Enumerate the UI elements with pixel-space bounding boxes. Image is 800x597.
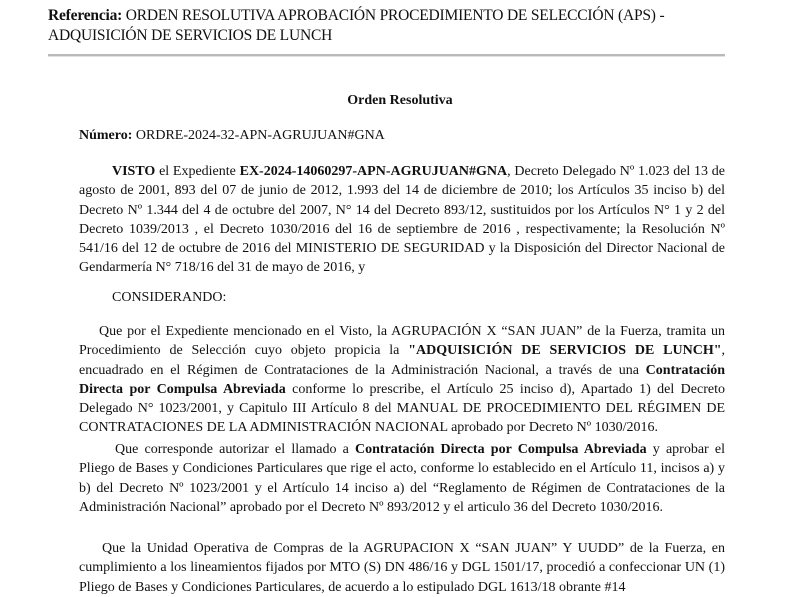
- paragraph1-text-1: Que por el Expediente mencionado en el Visto, la AGRUPACIÓN X “SAN JUAN” de la Fuerza, tramita un Procedimiento de Selección cuyo objeto propicia la: [79, 324, 725, 359]
- paragraph2-text-1: Que corresponde autorizar el llamado a: [115, 442, 356, 457]
- visto-text-1: el Expediente: [155, 164, 240, 179]
- paragraph1-object: "ADQUISICIÓN DE SERVICIOS DE LUNCH": [408, 343, 722, 359]
- paragraph2-text-2: y aprobar el Pliego de Bases y Condiciones Particulares que rige el acto, conforme lo establecido en el Artículo 11, incisos a) y b) del Decreto Nº 1023/2001 y el Artículo 14 inciso a) del “Reglamento de Régimen de Contrataciones de la Administración Nacional” aprobado por el Decreto Nº 893/2012 y el articulo 36 del Decreto 1030/2016.: [79, 442, 725, 515]
- paragraph1-text-3: conforme lo prescribe, el Artículo 25 inciso d), Apartado 1) del Decreto Delegado N° 1023/2001, y Capitulo III Artículo 8 del MANUAL DE PROCEDIMIENTO DEL RÉGIMEN DE CONTRATACIONES DE LA ADMINISTRACIÓN NACIONAL aprobado por Decreto Nº 1030/2016.: [79, 381, 725, 436]
- visto-lead: VISTO: [112, 164, 156, 179]
- paragraph1-text-2: , encuadrado en el Régimen de Contrataciones de la Administración Nacional, a través de una: [79, 343, 725, 378]
- expediente-number: EX-2024-14060297-APN-AGRUJUAN#GNA: [239, 164, 508, 179]
- header-separator: [48, 54, 725, 57]
- reference-header: [48, 6, 728, 46]
- visto-text-2: , Decreto Delegado Nº 1.023 del 13 de agosto de 2001, 893 del 07 de junio de 2012, 1.993 del 14 de diciembre de 2010; los Artículos 35 inciso b) del Decreto Nº 1.344 del 4 de octubre del 2007, N° 14 del Decreto 893/12, sustituidos por los Artículos N° 1 y 2 del Decreto 1039/2013 , el Decreto 1030/2016 del 16 de septiembre de 2016 , respectivamente; la Resolución Nº 541/16 del 12 de octubre de 2016 del MINISTERIO DE SEGURIDAD y la Disposición del Director Nacional de Gendarmería N° 718/16 del 31 de mayo de 2016, y: [79, 164, 725, 276]
- document-title: Orden Resolutiva: [347, 93, 453, 108]
- considerando-heading: CONSIDERANDO:: [112, 290, 227, 305]
- paragraph2-procedure-type: Contratación Directa por Compulsa Abreviada: [355, 442, 647, 457]
- considerando-paragraph-1: [79, 322, 725, 438]
- document-number: [79, 127, 385, 145]
- paragraph3-text-1: Que la Unidad Operativa de Compras de la AGRUPACION X “SAN JUAN” Y UUDD” de la Fuerza, en cumplimiento a los lineamientos fijados por MTO (S) DN 486/16 y DGL 1501/17, procedió a confeccionar UN (1) Pliego de Bases y Condiciones Particulares, de acuerdo a lo estipulado DGL 1613/18 obrante #14: [79, 541, 725, 595]
- visto-paragraph: [79, 162, 725, 278]
- reference-label: Referencia:: [48, 7, 123, 24]
- document-number-label: Número:: [79, 128, 133, 143]
- reference-text: ORDEN RESOLUTIVA APROBACIÓN PROCEDIMIENTO DE SELECCIÓN (APS) - ADQUISICIÓN DE SERVICIOS DE LUNCH: [48, 7, 665, 44]
- document-number-value: ORDRE-2024-32-APN-AGRUJUAN#GNA: [132, 128, 385, 143]
- paragraph1-procedure-type: Contratación Directa por Compulsa Abreviada: [79, 362, 725, 397]
- considerando-paragraph-2: [79, 440, 725, 517]
- considerando-paragraph-3: [79, 539, 725, 597]
